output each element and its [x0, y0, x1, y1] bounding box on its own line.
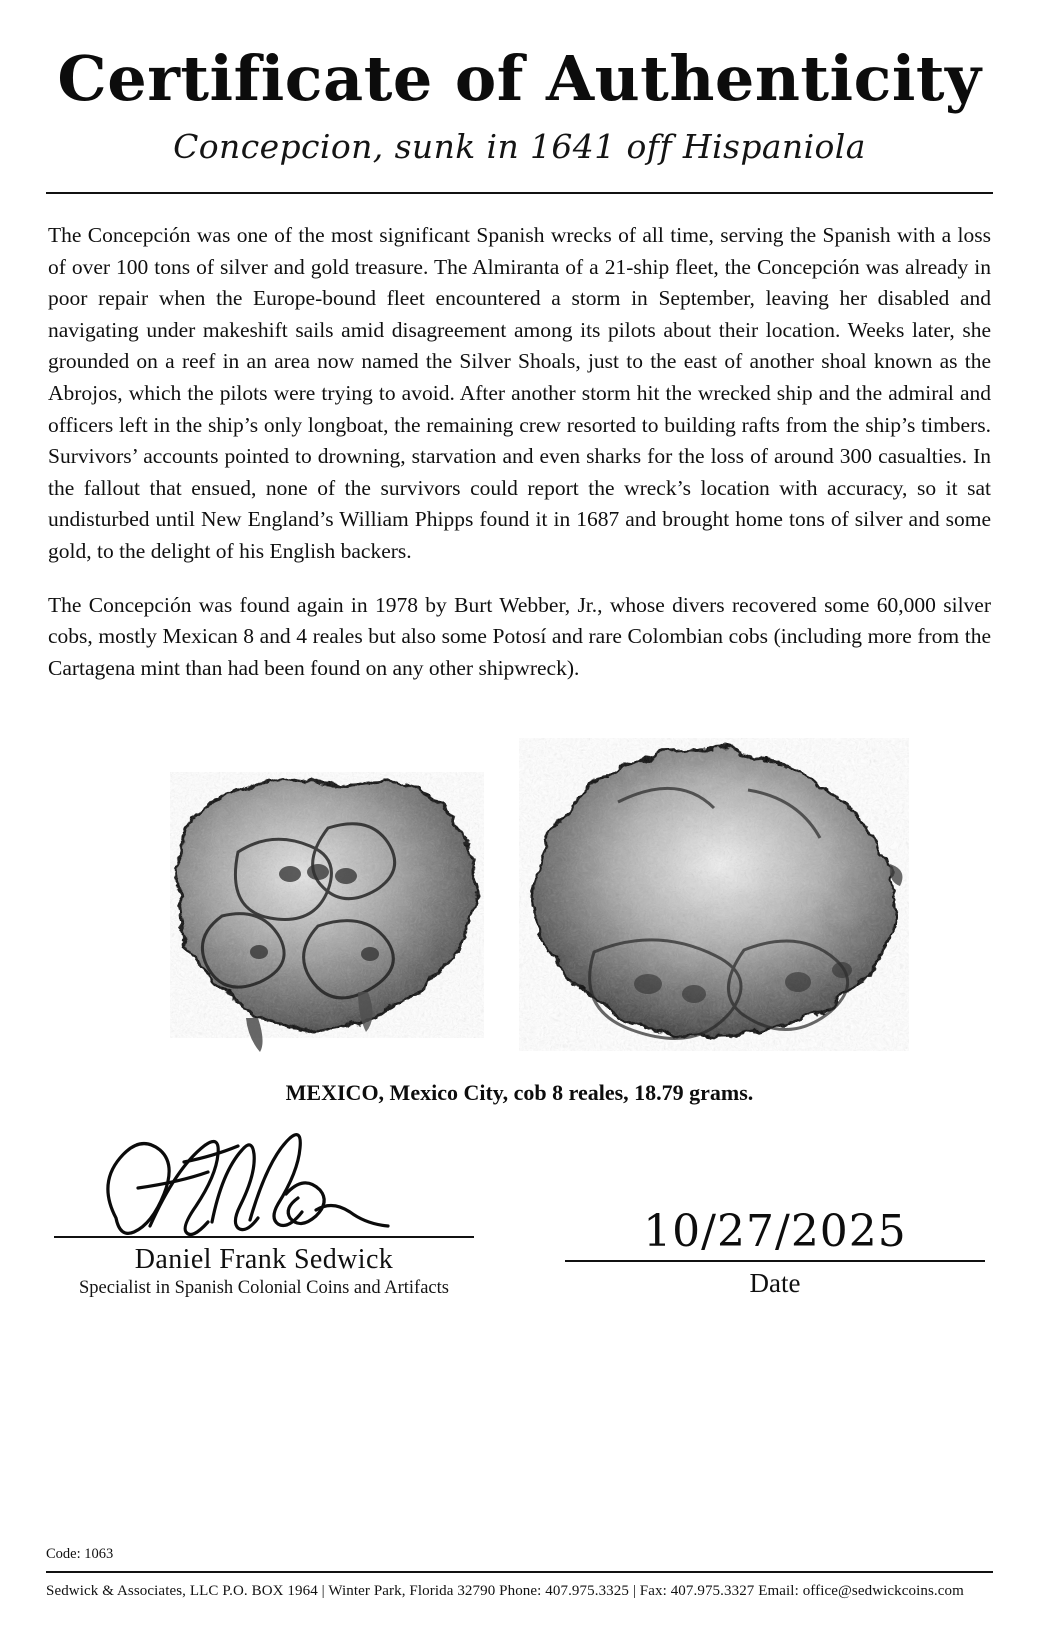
page-title: Certificate of Authenticity: [57, 42, 982, 115]
coin-photo-group: [46, 736, 993, 1066]
date-value: 10/27/2025: [643, 1206, 907, 1258]
coin-caption: MEXICO, Mexico City, cob 8 reales, 18.79 grams.: [285, 1080, 754, 1106]
paragraph-1: The Concepción was one of the most significant Spanish wrecks of all time, serving the Spanish with a loss of over 100 tons of silver and gold treasure. The Almiranta of a 21-ship fleet, the Concepción was already in poor repair when the Europe-bound fleet encountered a storm in September, leaving her disabled and navigating under makeshift sails amid disagreement among its pilots about their location. Weeks later, she grounded on a reef in an area now named the Silver Shoals, just to the east of another shoal known as the Abrojos, which the pilots were trying to avoid. After another storm hit the wrecked ship and the admiral and officers left in the ship’s only longboat, the remaining crew resorted to building rafts from the ship’s timbers. Survivors’ accounts pointed to drowning, starvation and even sharks for the loss of around 300 casualties. In the fallout that ensued, none of the survivors could report the wreck’s location with accuracy, so it sat undisturbed until New England’s William Phipps found it in 1687 and brought home tons of silver and some gold, to the delight of his English backers.: [48, 223, 991, 564]
signature-block: [54, 1128, 474, 1299]
footer-address: Sedwick & Associates, LLC P.O. BOX 1964 | Winter Park, Florida 32790 Phone: 407.975.3325 | Fax: 407.975.3327 Email: office@sedwickcoins.com: [46, 1583, 964, 1599]
certificate-page: [0, 42, 1039, 1646]
date-line: [565, 1260, 985, 1262]
signer-role: Specialist in Spanish Colonial Coins and Artifacts: [79, 1278, 449, 1299]
page-subtitle: Concepcion, sunk in 1641 off Hispaniola: [173, 127, 866, 167]
date-label: Date: [749, 1268, 801, 1299]
footer-divider: [46, 1571, 993, 1573]
coin-reverse-image: [498, 738, 928, 1058]
footer: [46, 1546, 993, 1600]
signer-name: Daniel Frank Sedwick: [134, 1244, 394, 1276]
date-block: [565, 1152, 985, 1299]
description-text: [46, 220, 993, 684]
footer-code: Code: 1063: [46, 1546, 114, 1562]
paragraph-2: The Concepción was found again in 1978 by Burt Webber, Jr., whose divers recovered some 60,000 silver cobs, mostly Mexican 8 and 4 reales but also some Potosí and rare Colombian cobs (including more from the Cartagena mint than had been found on any other shipwreck).: [48, 592, 991, 680]
coin-obverse-image: [118, 756, 508, 1056]
header-divider: [46, 192, 993, 194]
handwritten-signature: [54, 1128, 474, 1236]
signature-area: [46, 1128, 993, 1299]
